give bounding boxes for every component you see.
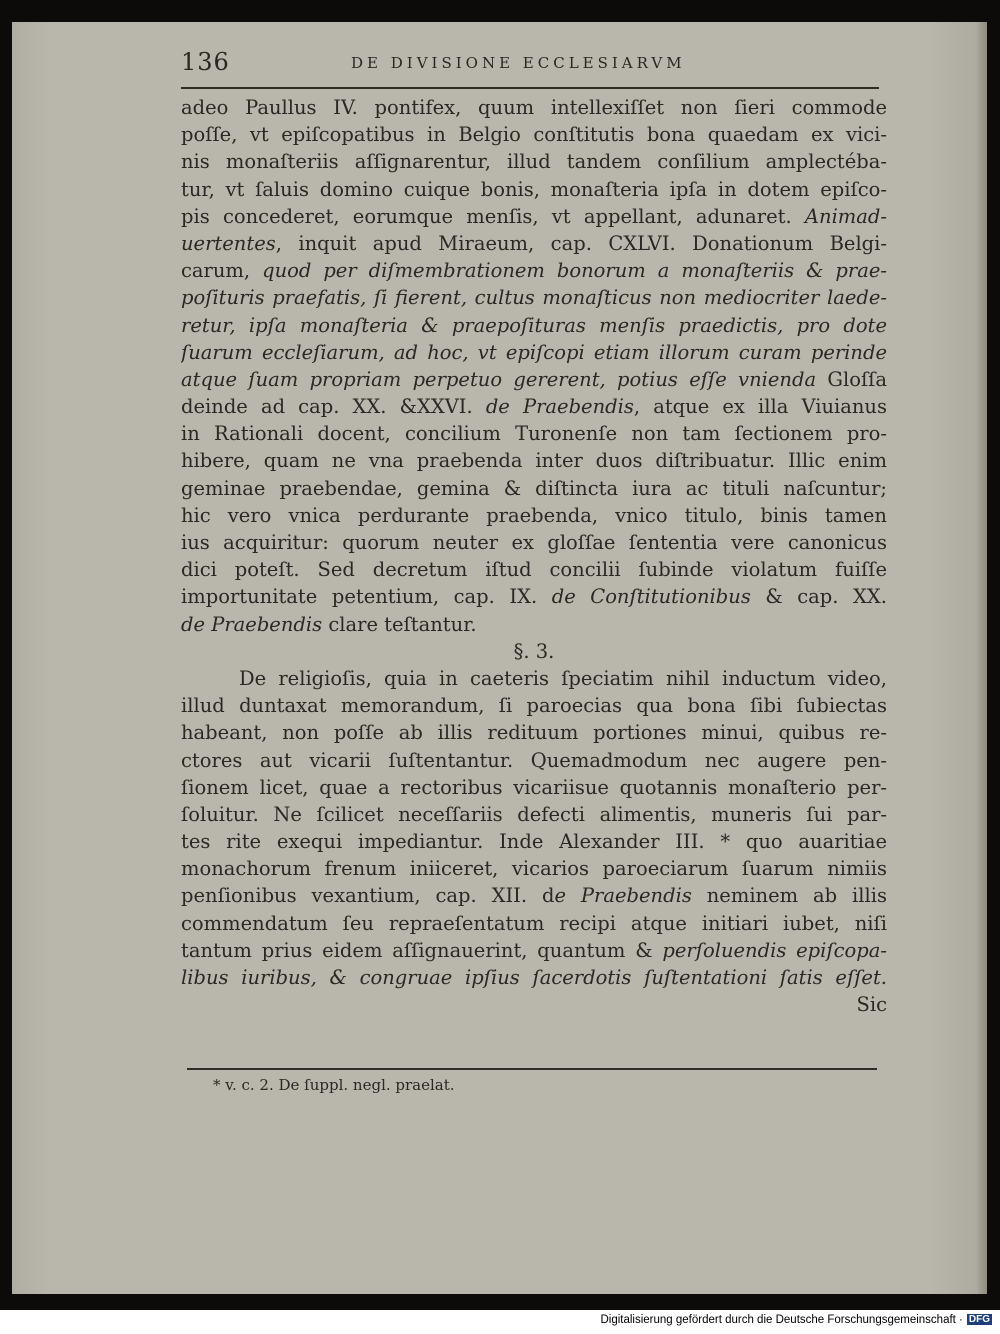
text-line [181, 502, 887, 529]
text-segment: ſionem licet, quae a rectoribus vicariisue quotannis monaſterio per- [181, 775, 887, 799]
italic-text: Animad- [804, 204, 887, 228]
text-line [181, 583, 887, 610]
italic-text: poſituris praefatis, ſi fierent, cultus monaſticus non mediocriter laede- [181, 286, 887, 310]
text-line [181, 692, 887, 719]
text-segment: commendatum ſeu repraeſentatum recipi atque initiari iubet, niſi [181, 911, 887, 935]
text-segment: in Rationali docent, concilium Turonenſe non tam ſectionem pro- [181, 422, 887, 446]
text-segment: habeant, non poſſe ab illis redituum portiones minui, quibus re- [181, 721, 887, 745]
text-line [181, 94, 887, 121]
digitization-credit [600, 1314, 992, 1326]
text-line [181, 284, 887, 311]
text-segment: ctores aut vicarii ſuſtentantur. Quemadmodum nec augere pen- [181, 748, 887, 772]
text-line [181, 257, 887, 284]
text-segment: poſſe, vt epiſcopatibus in Belgio conſtitutis bona quaedam ex vici- [181, 123, 887, 147]
dfg-logo: DFG [968, 1314, 990, 1326]
text-line [181, 312, 887, 339]
text-line [181, 176, 887, 203]
text-line [181, 747, 887, 774]
text-segment: hibere, quam ne vna praebenda inter duos diſtribuatur. Illic enim [181, 449, 887, 473]
text-segment: nis monaſteriis aſſignarentur, illud tandem conſilium amplectéba- [181, 150, 887, 174]
text-segment: pis concederet, eorumque menſis, vt appellant, adunaret. [181, 204, 805, 228]
italic-text: de Praebendis [485, 395, 634, 419]
italic-text: perſoluendis epiſcopa- [662, 938, 887, 962]
italic-text: uertentes [181, 231, 276, 255]
italic-text: e Praebendis [554, 884, 692, 908]
main-text [181, 94, 887, 1018]
text-segment: importunitate petentium, cap. IX. [181, 585, 552, 609]
text-line [181, 121, 887, 148]
text-line [181, 774, 887, 801]
running-title: DE DIVISIONE ECCLESIARVM [351, 54, 686, 72]
header-rule [181, 87, 879, 89]
text-line [181, 665, 887, 692]
text-segment: geminae praebendae, gemina & diſtincta iura ac tituli naſcuntur; [181, 476, 887, 500]
text-line [181, 366, 887, 393]
text-segment: monachorum frenum iniiceret, vicarios paroeciarum ſuarum nimiis [181, 857, 887, 881]
text-segment: , atque ex illa Viuianus [633, 395, 887, 419]
text-line [181, 447, 887, 474]
text-line [181, 964, 887, 991]
text-segment: De religioſis, quia in caeteris ſpeciatim nihil inductum video, [239, 666, 887, 690]
text-segment: hic vero vnica perdurante praebenda, vnico titulo, binis tamen [181, 503, 887, 527]
text-segment: illud duntaxat memorandum, ſi paroecias qua bona ſibi ſubiectas [181, 694, 887, 718]
text-line [181, 529, 887, 556]
italic-text: quod per diſmembrationem bonorum a monaſteriis & prae- [262, 259, 887, 283]
footnote: * v. c. 2. De ſuppl. negl. praelat. [213, 1076, 455, 1094]
text-segment: penſionibus vexantium, cap. XII. d [181, 884, 555, 908]
section-heading [181, 638, 887, 665]
text-line [181, 719, 887, 746]
text-segment: tantum prius eidem aſſignauerint, quantum & [181, 938, 663, 962]
italic-text: atque ſuam propriam perpetuo gererent, potius eſſe vnienda [181, 367, 817, 391]
text-segment: Sic [856, 993, 887, 1017]
page-number: 136 [181, 48, 230, 76]
text-line [181, 882, 887, 909]
text-line [181, 203, 887, 230]
italic-text: ſuarum eccleſiarum, ad hoc, vt epiſcopi etiam illorum curam perinde [181, 340, 887, 364]
credit-text: Digitalisierung gefördert durch die Deutsche Forschungsgemeinschaft · [600, 1314, 963, 1326]
text-line [181, 910, 887, 937]
text-segment: carum, [181, 259, 263, 283]
text-line [181, 828, 887, 855]
text-segment: tur, vt ſaluis domino cuique bonis, monaſteria ipſa in dotem epiſco- [181, 177, 887, 201]
text-segment: ſoluitur. Ne ſcilicet neceſſariis defecti alimentis, muneris ſui par- [181, 802, 887, 826]
page-edge [977, 22, 987, 1294]
text-line [181, 148, 887, 175]
text-line [181, 420, 887, 447]
text-line [181, 937, 887, 964]
text-segment: §. 3. [513, 639, 555, 663]
text-segment: neminem ab illis [691, 884, 887, 908]
text-segment: , inquit apud Miraeum, cap. CXLVI. Donationum Belgi- [275, 231, 887, 255]
italic-text: libus iuribus, & congruae ipſius ſacerdotis ſuſtentationi ſatis eſſet. [181, 966, 887, 989]
italic-text: de Conſtitutionibus [551, 585, 751, 609]
footnote-rule [187, 1068, 877, 1070]
text-segment: adeo Paullus IV. pontifex, quum intellexiſſet non ſieri commode [181, 96, 887, 119]
running-head [181, 48, 881, 88]
text-line [181, 475, 887, 502]
text-segment: dici poteſt. Sed decretum iſtud concilii ſubinde violatum fuiſſe [181, 558, 887, 582]
text-segment: deinde ad cap. XX. &XXVI. [181, 395, 486, 419]
text-line [181, 230, 887, 257]
text-line [181, 339, 887, 366]
text-line [181, 991, 887, 1018]
text-line [181, 556, 887, 583]
text-segment: Gloſſa [816, 367, 887, 391]
italic-text: retur, ipſa monaſteria & praepoſituras menſis praedictis, pro dote [181, 313, 887, 337]
text-segment: tes rite exequi impediantur. Inde Alexander III. * quo auaritiae [181, 830, 887, 854]
text-line [181, 801, 887, 828]
text-line [181, 393, 887, 420]
text-line [181, 855, 887, 882]
text-segment: & cap. XX. [750, 585, 887, 609]
text-segment: ius acquiritur: quorum neuter ex gloſſae ſententia vere canonicus [181, 531, 887, 554]
text-segment: clare teſtantur. [322, 612, 477, 636]
italic-text: de Praebendis [181, 612, 323, 636]
text-line [181, 611, 887, 638]
